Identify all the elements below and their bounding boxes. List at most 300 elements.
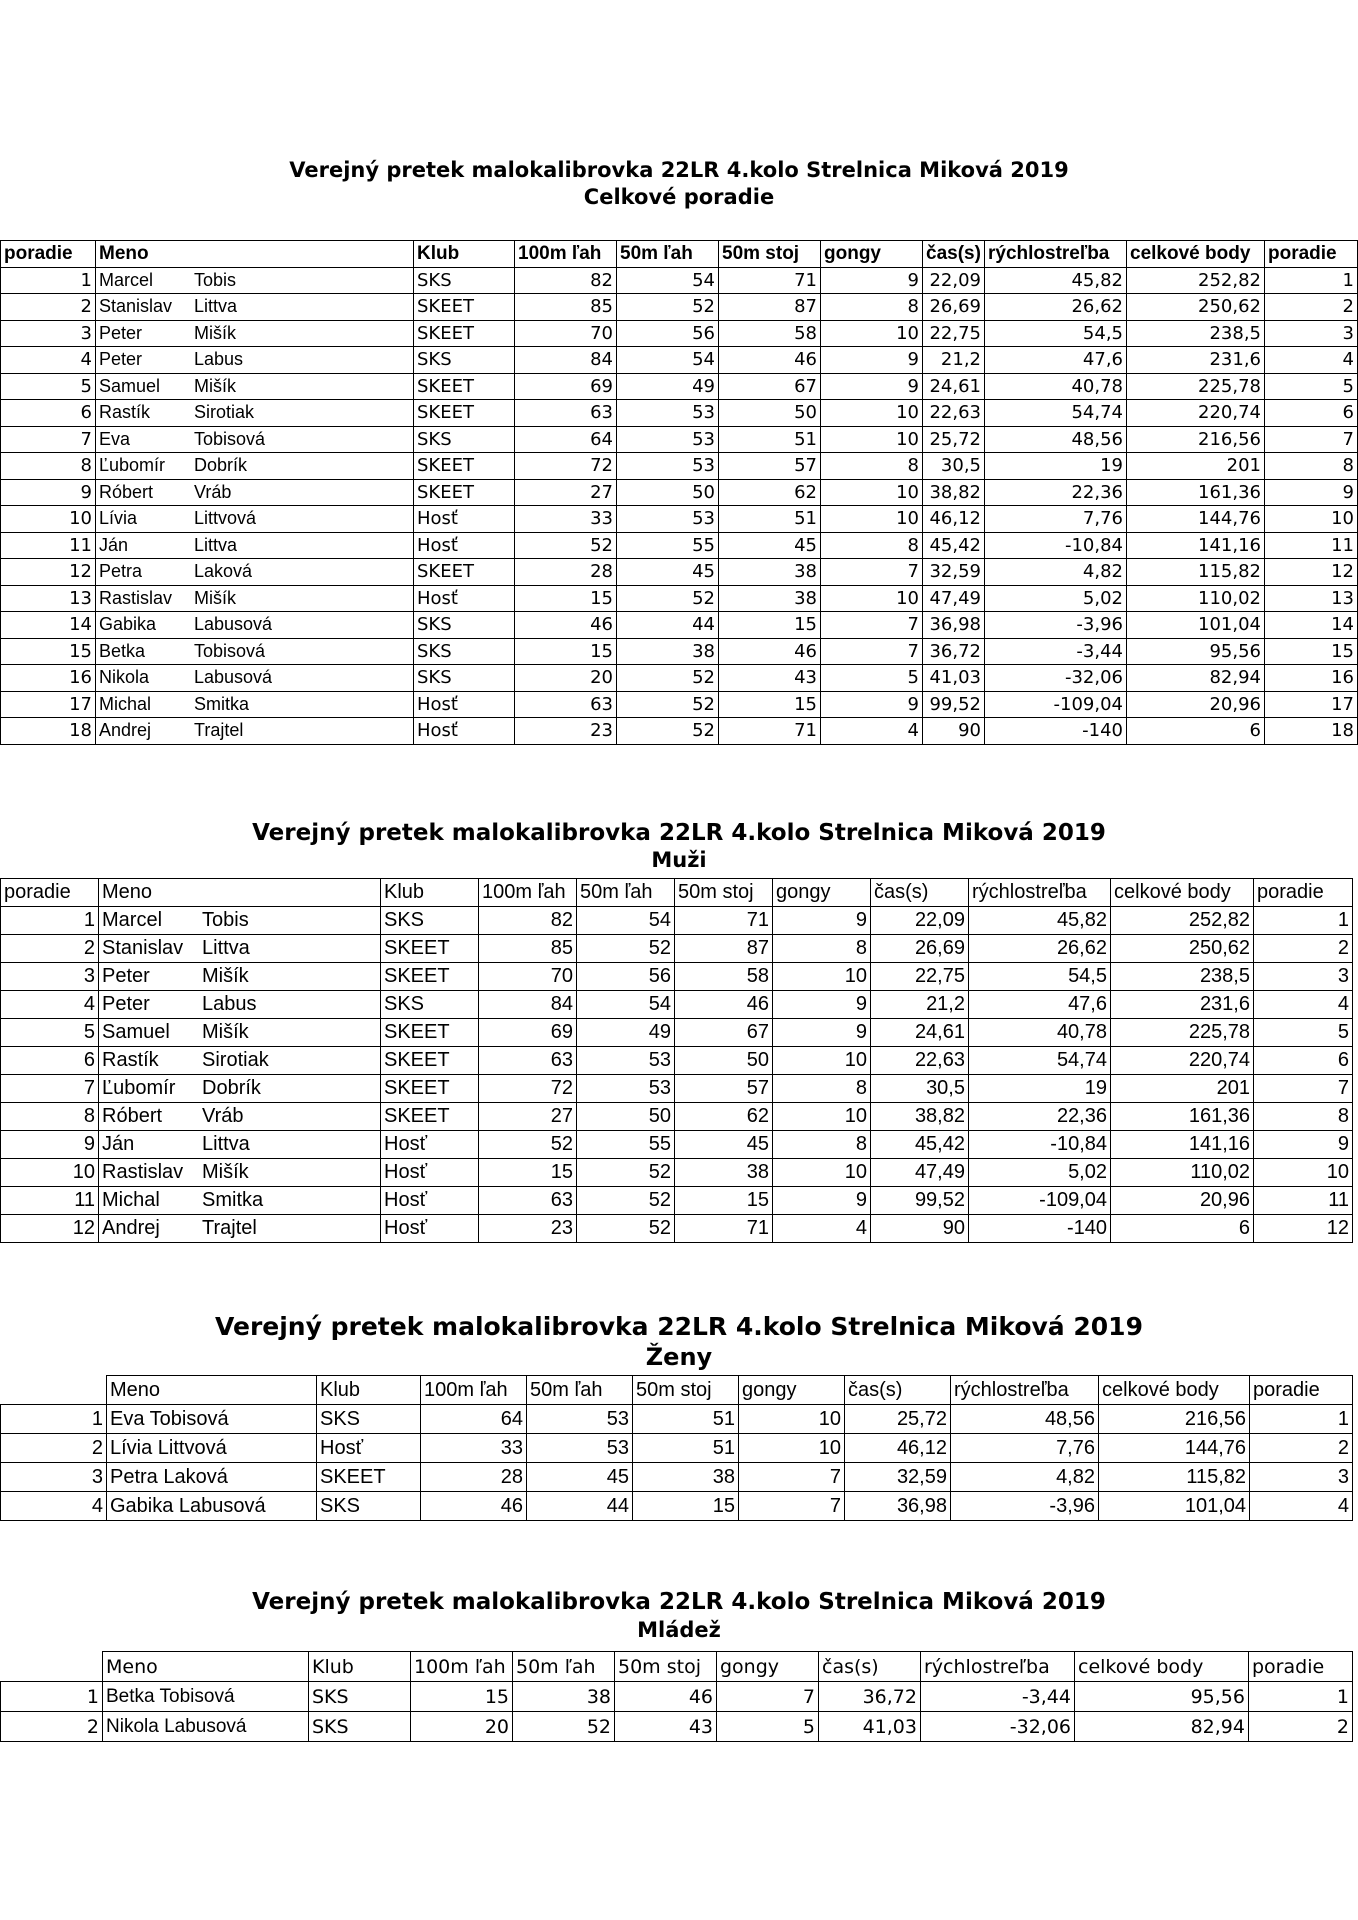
cell-50m-standing: 71 bbox=[719, 267, 821, 294]
cell-name bbox=[96, 347, 414, 374]
cell-100m-prone: 52 bbox=[515, 532, 617, 559]
cell-50m-prone: 45 bbox=[617, 559, 719, 586]
cell-50m-prone: 55 bbox=[617, 532, 719, 559]
header-col-50m-standing: 50m stoj bbox=[675, 879, 773, 907]
cell-time: 32,59 bbox=[845, 1463, 951, 1492]
cell-name: Petra Laková bbox=[107, 1463, 317, 1492]
last-name: Mišík bbox=[202, 965, 249, 987]
cell-name bbox=[96, 585, 414, 612]
cell-total-points: 161,36 bbox=[1127, 479, 1265, 506]
cell-gongs: 9 bbox=[773, 907, 871, 935]
cell-final-rank: 10 bbox=[1254, 1159, 1353, 1187]
cell-name bbox=[96, 320, 414, 347]
cell-50m-standing: 71 bbox=[675, 1215, 773, 1243]
cell-rapid-fire: 22,36 bbox=[969, 1103, 1111, 1131]
cell-100m-prone: 27 bbox=[479, 1103, 577, 1131]
cell-gongs: 10 bbox=[821, 506, 923, 533]
header-col-name: Meno bbox=[99, 879, 381, 907]
cell-100m-prone: 20 bbox=[515, 665, 617, 692]
cell-rapid-fire: -3,44 bbox=[985, 638, 1127, 665]
cell-rapid-fire: 48,56 bbox=[951, 1405, 1099, 1434]
table-row bbox=[1, 907, 1353, 935]
cell-gongs: 7 bbox=[821, 559, 923, 586]
first-name: Peter bbox=[102, 993, 150, 1015]
cell-50m-standing: 87 bbox=[675, 935, 773, 963]
header-col-rapid-fire: rýchlostreľba bbox=[969, 879, 1111, 907]
cell-final-rank: 11 bbox=[1265, 532, 1358, 559]
last-name: Mišík bbox=[202, 1161, 249, 1183]
header-col-total-points: celkové body bbox=[1099, 1376, 1250, 1405]
cell-gongs: 9 bbox=[821, 347, 923, 374]
section-subtitle: Mládež bbox=[637, 1618, 721, 1642]
cell-final-rank: 15 bbox=[1265, 638, 1358, 665]
cell-rapid-fire: 48,56 bbox=[985, 426, 1127, 453]
cell-rapid-fire: 22,36 bbox=[985, 479, 1127, 506]
cell-club: SKEET bbox=[414, 479, 515, 506]
cell-rank: 8 bbox=[1, 453, 96, 480]
first-name: Peter bbox=[102, 965, 150, 987]
header-col-50m-prone: 50m ľah bbox=[513, 1652, 615, 1682]
cell-50m-standing: 62 bbox=[719, 479, 821, 506]
cell-100m-prone: 15 bbox=[411, 1682, 513, 1712]
first-name: Rastík bbox=[99, 402, 151, 423]
header-col-gongs: gongy bbox=[821, 241, 923, 268]
cell-rapid-fire: -3,96 bbox=[951, 1492, 1099, 1521]
cell-final-rank: 4 bbox=[1250, 1492, 1353, 1521]
cell-rapid-fire: 4,82 bbox=[951, 1463, 1099, 1492]
cell-gongs: 9 bbox=[773, 1019, 871, 1047]
table-row bbox=[1, 691, 1358, 718]
header-col-club: Klub bbox=[317, 1376, 421, 1405]
cell-club: Hosť bbox=[381, 1159, 479, 1187]
cell-name bbox=[99, 963, 381, 991]
header-col-time: čas(s) bbox=[923, 241, 985, 268]
cell-100m-prone: 15 bbox=[479, 1159, 577, 1187]
cell-rapid-fire: 40,78 bbox=[969, 1019, 1111, 1047]
cell-50m-prone: 52 bbox=[513, 1712, 615, 1742]
cell-50m-standing: 46 bbox=[615, 1682, 717, 1712]
first-name: Róbert bbox=[99, 481, 154, 502]
section-subtitle: Celkové poradie bbox=[583, 185, 775, 209]
cell-50m-prone: 55 bbox=[577, 1131, 675, 1159]
table-row bbox=[1, 1187, 1353, 1215]
cell-gongs: 10 bbox=[821, 426, 923, 453]
last-name: Laková bbox=[194, 561, 253, 582]
cell-100m-prone: 52 bbox=[479, 1131, 577, 1159]
table-header-row bbox=[1, 1652, 1353, 1682]
first-name: Ján bbox=[99, 534, 129, 555]
cell-final-rank: 6 bbox=[1265, 400, 1358, 427]
first-name: Rastík bbox=[102, 1049, 159, 1071]
cell-gongs: 10 bbox=[773, 1159, 871, 1187]
cell-gongs: 7 bbox=[739, 1463, 845, 1492]
cell-club: SKS bbox=[414, 638, 515, 665]
table-row bbox=[1, 612, 1358, 639]
cell-total-points: 141,16 bbox=[1127, 532, 1265, 559]
first-name: Michal bbox=[99, 693, 152, 714]
header-col-50m-prone: 50m ľah bbox=[617, 241, 719, 268]
cell-100m-prone: 85 bbox=[479, 935, 577, 963]
cell-time: 24,61 bbox=[923, 373, 985, 400]
cell-final-rank: 3 bbox=[1265, 320, 1358, 347]
cell-rapid-fire: 47,6 bbox=[969, 991, 1111, 1019]
section-overall bbox=[0, 150, 1358, 760]
cell-name bbox=[99, 935, 381, 963]
table-row bbox=[1, 718, 1358, 745]
cell-final-rank: 1 bbox=[1254, 907, 1353, 935]
cell-rapid-fire: 45,82 bbox=[985, 267, 1127, 294]
cell-name bbox=[96, 294, 414, 321]
cell-name bbox=[96, 665, 414, 692]
cell-rapid-fire: 47,6 bbox=[985, 347, 1127, 374]
cell-club: SKEET bbox=[381, 1103, 479, 1131]
last-name: Tobisová bbox=[194, 640, 266, 661]
header-col-final-rank: poradie bbox=[1254, 879, 1353, 907]
cell-final-rank: 2 bbox=[1250, 1434, 1353, 1463]
cell-club: SKEET bbox=[381, 935, 479, 963]
cell-club: SKEET bbox=[381, 1019, 479, 1047]
cell-rank: 1 bbox=[1, 1682, 103, 1712]
cell-total-points: 6 bbox=[1111, 1215, 1254, 1243]
cell-50m-prone: 53 bbox=[617, 506, 719, 533]
table-header-row bbox=[1, 879, 1353, 907]
cell-rank: 2 bbox=[1, 1434, 107, 1463]
table-row bbox=[1, 294, 1358, 321]
first-name: Lívia bbox=[99, 508, 138, 529]
first-name: Peter bbox=[99, 322, 143, 343]
table-row bbox=[1, 559, 1358, 586]
cell-100m-prone: 64 bbox=[515, 426, 617, 453]
first-name: Gabika bbox=[99, 614, 157, 635]
table-row bbox=[1, 1019, 1353, 1047]
cell-final-rank: 8 bbox=[1265, 453, 1358, 480]
cell-total-points: 231,6 bbox=[1111, 991, 1254, 1019]
cell-50m-standing: 51 bbox=[633, 1434, 739, 1463]
cell-total-points: 231,6 bbox=[1127, 347, 1265, 374]
cell-club: SKS bbox=[381, 991, 479, 1019]
cell-final-rank: 11 bbox=[1254, 1187, 1353, 1215]
cell-50m-prone: 50 bbox=[617, 479, 719, 506]
cell-rapid-fire: 19 bbox=[969, 1075, 1111, 1103]
cell-time: 36,98 bbox=[923, 612, 985, 639]
cell-club: SKEET bbox=[414, 320, 515, 347]
table-row bbox=[1, 1075, 1353, 1103]
cell-club: SKS bbox=[414, 612, 515, 639]
first-name: Ján bbox=[102, 1133, 135, 1155]
table-row bbox=[1, 400, 1358, 427]
cell-total-points: 82,94 bbox=[1127, 665, 1265, 692]
cell-50m-prone: 53 bbox=[527, 1434, 633, 1463]
cell-time: 36,98 bbox=[845, 1492, 951, 1521]
cell-50m-standing: 15 bbox=[633, 1492, 739, 1521]
cell-50m-standing: 38 bbox=[633, 1463, 739, 1492]
cell-rank: 4 bbox=[1, 991, 99, 1019]
section-youth bbox=[0, 1585, 1358, 1755]
cell-rank: 1 bbox=[1, 267, 96, 294]
table-row bbox=[1, 373, 1358, 400]
results-table bbox=[0, 1651, 1353, 1742]
cell-50m-standing: 51 bbox=[633, 1405, 739, 1434]
cell-rank: 12 bbox=[1, 559, 96, 586]
last-name: Sirotiak bbox=[194, 402, 255, 423]
cell-100m-prone: 27 bbox=[515, 479, 617, 506]
cell-50m-standing: 51 bbox=[719, 426, 821, 453]
cell-total-points: 238,5 bbox=[1127, 320, 1265, 347]
cell-final-rank: 2 bbox=[1254, 935, 1353, 963]
header-col-name: Meno bbox=[103, 1652, 309, 1682]
header-col-final-rank: poradie bbox=[1250, 1376, 1353, 1405]
cell-50m-standing: 67 bbox=[719, 373, 821, 400]
cell-50m-prone: 54 bbox=[617, 267, 719, 294]
cell-time: 41,03 bbox=[819, 1712, 921, 1742]
cell-total-points: 101,04 bbox=[1127, 612, 1265, 639]
table-row bbox=[1, 585, 1358, 612]
cell-final-rank: 4 bbox=[1265, 347, 1358, 374]
cell-rapid-fire: 26,62 bbox=[969, 935, 1111, 963]
last-name: Trajtel bbox=[202, 1217, 257, 1239]
cell-time: 21,2 bbox=[871, 991, 969, 1019]
cell-name bbox=[96, 506, 414, 533]
cell-name bbox=[96, 559, 414, 586]
cell-gongs: 10 bbox=[773, 963, 871, 991]
table-row bbox=[1, 1103, 1353, 1131]
table-row bbox=[1, 506, 1358, 533]
last-name: Labus bbox=[194, 349, 244, 370]
first-name: Petra bbox=[99, 561, 143, 582]
cell-50m-standing: 50 bbox=[719, 400, 821, 427]
first-name: Peter bbox=[99, 349, 143, 370]
cell-100m-prone: 28 bbox=[421, 1463, 527, 1492]
cell-final-rank: 3 bbox=[1250, 1463, 1353, 1492]
cell-name bbox=[99, 991, 381, 1019]
cell-total-points: 144,76 bbox=[1099, 1434, 1250, 1463]
cell-rapid-fire: 7,76 bbox=[985, 506, 1127, 533]
cell-gongs: 10 bbox=[821, 479, 923, 506]
cell-time: 45,42 bbox=[923, 532, 985, 559]
header-col-club: Klub bbox=[309, 1652, 411, 1682]
header-col-100m-prone: 100m ľah bbox=[515, 241, 617, 268]
cell-gongs: 10 bbox=[739, 1434, 845, 1463]
cell-rank: 9 bbox=[1, 1131, 99, 1159]
header-col-gongs: gongy bbox=[739, 1376, 845, 1405]
section-title: Verejný pretek malokalibrovka 22LR 4.kolo Strelnica Miková 2019 bbox=[252, 1589, 1106, 1615]
first-name: Andrej bbox=[102, 1217, 160, 1239]
table-row bbox=[1, 1463, 1353, 1492]
cell-rank: 12 bbox=[1, 1215, 99, 1243]
cell-rapid-fire: 45,82 bbox=[969, 907, 1111, 935]
first-name: Marcel bbox=[102, 909, 163, 931]
cell-club: SKEET bbox=[381, 1047, 479, 1075]
cell-time: 25,72 bbox=[845, 1405, 951, 1434]
cell-50m-prone: 52 bbox=[617, 294, 719, 321]
cell-rapid-fire: -10,84 bbox=[985, 532, 1127, 559]
cell-time: 99,52 bbox=[871, 1187, 969, 1215]
cell-time: 47,49 bbox=[871, 1159, 969, 1187]
cell-gongs: 7 bbox=[821, 638, 923, 665]
cell-name bbox=[96, 612, 414, 639]
table-row bbox=[1, 1712, 1353, 1742]
cell-final-rank: 2 bbox=[1249, 1712, 1353, 1742]
cell-time: 45,42 bbox=[871, 1131, 969, 1159]
section-title: Verejný pretek malokalibrovka 22LR 4.kolo Strelnica Miková 2019 bbox=[289, 158, 1069, 182]
cell-name bbox=[99, 1103, 381, 1131]
cell-time: 25,72 bbox=[923, 426, 985, 453]
cell-total-points: 115,82 bbox=[1127, 559, 1265, 586]
cell-50m-prone: 54 bbox=[617, 347, 719, 374]
cell-final-rank: 7 bbox=[1265, 426, 1358, 453]
cell-final-rank: 5 bbox=[1254, 1019, 1353, 1047]
cell-name bbox=[99, 907, 381, 935]
first-name: Stanislav bbox=[99, 296, 173, 317]
cell-100m-prone: 85 bbox=[515, 294, 617, 321]
cell-50m-standing: 43 bbox=[719, 665, 821, 692]
cell-100m-prone: 15 bbox=[515, 585, 617, 612]
table-row bbox=[1, 347, 1358, 374]
cell-50m-prone: 52 bbox=[577, 935, 675, 963]
cell-50m-prone: 53 bbox=[577, 1047, 675, 1075]
last-name: Tobis bbox=[202, 909, 249, 931]
cell-rank: 2 bbox=[1, 294, 96, 321]
cell-total-points: 238,5 bbox=[1111, 963, 1254, 991]
cell-gongs: 10 bbox=[773, 1047, 871, 1075]
cell-rapid-fire: -3,96 bbox=[985, 612, 1127, 639]
table-header-row bbox=[1, 1376, 1353, 1405]
cell-total-points: 250,62 bbox=[1111, 935, 1254, 963]
cell-gongs: 10 bbox=[821, 320, 923, 347]
cell-100m-prone: 70 bbox=[515, 320, 617, 347]
header-col-50m-prone: 50m ľah bbox=[527, 1376, 633, 1405]
cell-total-points: 115,82 bbox=[1099, 1463, 1250, 1492]
cell-name bbox=[96, 400, 414, 427]
cell-100m-prone: 69 bbox=[515, 373, 617, 400]
cell-50m-prone: 52 bbox=[577, 1159, 675, 1187]
cell-100m-prone: 82 bbox=[515, 267, 617, 294]
last-name: Smitka bbox=[202, 1189, 264, 1211]
cell-name bbox=[96, 638, 414, 665]
cell-rank: 15 bbox=[1, 638, 96, 665]
first-name: Andrej bbox=[99, 720, 152, 741]
cell-rapid-fire: -32,06 bbox=[921, 1712, 1075, 1742]
last-name: Mišík bbox=[194, 587, 236, 608]
cell-total-points: 110,02 bbox=[1127, 585, 1265, 612]
cell-50m-prone: 53 bbox=[577, 1075, 675, 1103]
cell-time: 90 bbox=[923, 718, 985, 745]
cell-name bbox=[99, 1047, 381, 1075]
cell-100m-prone: 63 bbox=[515, 400, 617, 427]
cell-100m-prone: 69 bbox=[479, 1019, 577, 1047]
cell-rank: 4 bbox=[1, 347, 96, 374]
cell-club: SKEET bbox=[414, 559, 515, 586]
cell-50m-standing: 62 bbox=[675, 1103, 773, 1131]
cell-total-points: 82,94 bbox=[1075, 1712, 1249, 1742]
cell-50m-standing: 38 bbox=[719, 585, 821, 612]
cell-50m-prone: 53 bbox=[617, 426, 719, 453]
last-name: Sirotiak bbox=[202, 1049, 269, 1071]
section-men bbox=[0, 810, 1358, 1250]
table-header-row bbox=[1, 241, 1358, 268]
cell-100m-prone: 63 bbox=[515, 691, 617, 718]
cell-50m-standing: 58 bbox=[719, 320, 821, 347]
cell-50m-prone: 52 bbox=[577, 1187, 675, 1215]
cell-100m-prone: 70 bbox=[479, 963, 577, 991]
cell-final-rank: 16 bbox=[1265, 665, 1358, 692]
cell-rapid-fire: -140 bbox=[985, 718, 1127, 745]
cell-club: SKEET bbox=[414, 453, 515, 480]
header-col-rapid-fire: rýchlostreľba bbox=[951, 1376, 1099, 1405]
cell-gongs: 9 bbox=[821, 691, 923, 718]
cell-gongs: 9 bbox=[773, 1187, 871, 1215]
cell-time: 99,52 bbox=[923, 691, 985, 718]
table-row bbox=[1, 1492, 1353, 1521]
first-name: Rastislav bbox=[102, 1161, 184, 1183]
cell-100m-prone: 72 bbox=[479, 1075, 577, 1103]
cell-time: 22,09 bbox=[871, 907, 969, 935]
cell-gongs: 5 bbox=[717, 1712, 819, 1742]
cell-50m-prone: 38 bbox=[617, 638, 719, 665]
cell-name: Nikola Labusová bbox=[103, 1712, 309, 1742]
cell-club: SKS bbox=[309, 1682, 411, 1712]
cell-club: Hosť bbox=[317, 1434, 421, 1463]
cell-rank: 3 bbox=[1, 320, 96, 347]
cell-club: SKS bbox=[414, 347, 515, 374]
cell-name: Gabika Labusová bbox=[107, 1492, 317, 1521]
header-col-100m-prone: 100m ľah bbox=[479, 879, 577, 907]
section-subtitle: Ženy bbox=[645, 1343, 713, 1371]
cell-50m-prone: 52 bbox=[617, 691, 719, 718]
last-name: Mišík bbox=[194, 322, 236, 343]
cell-gongs: 5 bbox=[821, 665, 923, 692]
table-row bbox=[1, 1131, 1353, 1159]
cell-club: Hosť bbox=[414, 506, 515, 533]
cell-rapid-fire: 5,02 bbox=[969, 1159, 1111, 1187]
cell-50m-standing: 71 bbox=[675, 907, 773, 935]
cell-final-rank: 2 bbox=[1265, 294, 1358, 321]
table-row bbox=[1, 1405, 1353, 1434]
cell-100m-prone: 63 bbox=[479, 1047, 577, 1075]
cell-name: Lívia Littvová bbox=[107, 1434, 317, 1463]
cell-50m-standing: 38 bbox=[719, 559, 821, 586]
cell-100m-prone: 33 bbox=[421, 1434, 527, 1463]
cell-gongs: 7 bbox=[821, 612, 923, 639]
cell-50m-standing: 51 bbox=[719, 506, 821, 533]
header-col-time: čas(s) bbox=[871, 879, 969, 907]
table-row bbox=[1, 638, 1358, 665]
cell-final-rank: 1 bbox=[1265, 267, 1358, 294]
last-name: Smitka bbox=[194, 693, 250, 714]
cell-club: SKS bbox=[317, 1492, 421, 1521]
cell-50m-prone: 44 bbox=[617, 612, 719, 639]
cell-time: 38,82 bbox=[871, 1103, 969, 1131]
last-name: Littvová bbox=[194, 508, 257, 529]
cell-50m-standing: 71 bbox=[719, 718, 821, 745]
cell-rank: 1 bbox=[1, 907, 99, 935]
header-col-total-points: celkové body bbox=[1111, 879, 1254, 907]
cell-name bbox=[99, 1187, 381, 1215]
cell-rank: 8 bbox=[1, 1103, 99, 1131]
cell-100m-prone: 64 bbox=[421, 1405, 527, 1434]
table-row bbox=[1, 267, 1358, 294]
header-col-club: Klub bbox=[414, 241, 515, 268]
cell-final-rank: 9 bbox=[1265, 479, 1358, 506]
header-col-name: Meno bbox=[107, 1376, 317, 1405]
cell-club: Hosť bbox=[414, 718, 515, 745]
cell-total-points: 141,16 bbox=[1111, 1131, 1254, 1159]
cell-total-points: 20,96 bbox=[1127, 691, 1265, 718]
cell-time: 30,5 bbox=[871, 1075, 969, 1103]
cell-50m-prone: 38 bbox=[513, 1682, 615, 1712]
cell-name bbox=[99, 1215, 381, 1243]
cell-total-points: 225,78 bbox=[1111, 1019, 1254, 1047]
